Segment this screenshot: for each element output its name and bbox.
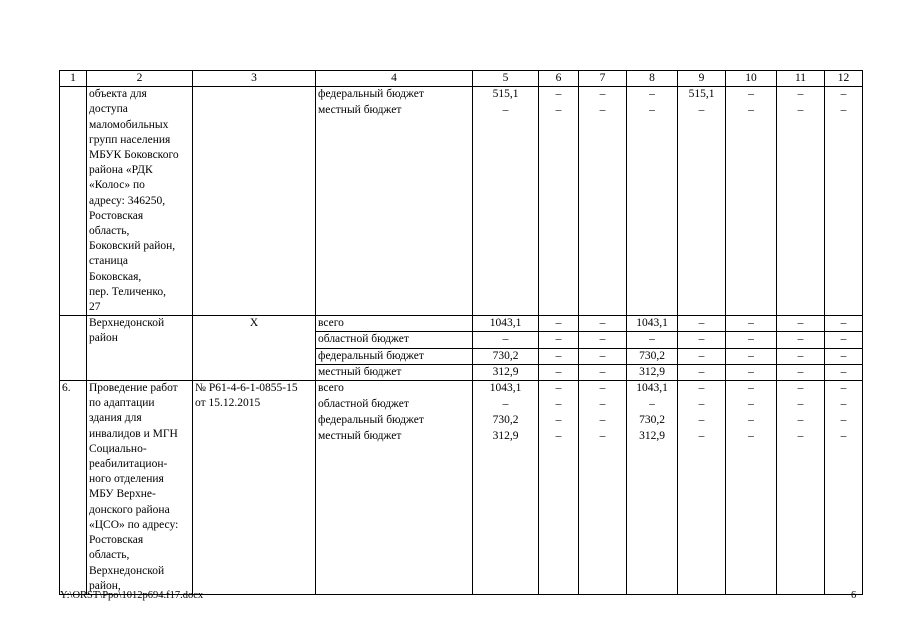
header-cell: 12: [825, 71, 863, 87]
text-line: МБУК Боковского: [89, 149, 179, 162]
value-cell-c10: –: [726, 397, 777, 413]
value-cell-c11: –: [777, 364, 825, 380]
table-row: [60, 87, 863, 103]
value-cell-c11: –: [777, 87, 825, 103]
value-cell-c11: –: [777, 316, 825, 332]
value-cell-c5: –: [473, 332, 539, 348]
funding-source-cell: местный бюджет: [316, 364, 473, 380]
value-cell-c6: –: [539, 103, 579, 316]
value-cell-c6: –: [539, 87, 579, 103]
text-line: «ЦСО» по адресу:: [89, 518, 179, 531]
value-cell-c5: 730,2: [473, 413, 539, 429]
text-line: реабилитацион-: [89, 458, 168, 471]
value-cell-c12: –: [825, 429, 863, 594]
value-cell-c7: –: [579, 364, 627, 380]
document-cell: Х: [193, 316, 316, 381]
item-number-cell: [60, 316, 87, 381]
value-cell-c9: –: [678, 397, 726, 413]
value-cell-c12: –: [825, 397, 863, 413]
header-cell: 9: [678, 71, 726, 87]
text-line: «Колос» по: [89, 179, 145, 192]
value-cell-c11: –: [777, 429, 825, 594]
value-cell-c12: –: [825, 87, 863, 103]
value-cell-c9: –: [678, 429, 726, 594]
funding-source-cell: федеральный бюджет: [316, 87, 473, 103]
value-cell-c5: –: [473, 397, 539, 413]
value-cell-c7: –: [579, 381, 627, 398]
value-cell-c5: 312,9: [473, 364, 539, 380]
value-cell-c10: –: [726, 381, 777, 398]
header-cell: 2: [87, 71, 193, 87]
value-cell-c7: –: [579, 429, 627, 594]
text-line: от 15.12.2015: [195, 397, 261, 410]
value-cell-c5: –: [473, 103, 539, 316]
value-cell-c8: 730,2: [627, 348, 678, 364]
value-cell-c11: –: [777, 381, 825, 398]
value-cell-c12: –: [825, 316, 863, 332]
text-line: инвалидов и МГН: [89, 427, 178, 440]
header-cell: 4: [316, 71, 473, 87]
value-cell-c8: –: [627, 87, 678, 103]
funding-source-cell: федеральный бюджет: [316, 348, 473, 364]
value-cell-c5: 1043,1: [473, 316, 539, 332]
value-cell-c12: –: [825, 413, 863, 429]
value-cell-c5: 1043,1: [473, 381, 539, 398]
object-name-cell: [87, 316, 193, 381]
text-line: область,: [89, 225, 130, 238]
value-cell-c7: –: [579, 103, 627, 316]
value-cell-c10: –: [726, 87, 777, 103]
text-line: Боковская,: [89, 270, 142, 283]
block-item-6: [60, 381, 863, 595]
value-cell-c8: 730,2: [627, 413, 678, 429]
value-cell-c6: –: [539, 348, 579, 364]
value-cell-c7: –: [579, 397, 627, 413]
header-cell: 10: [726, 71, 777, 87]
funding-source-cell: всего: [316, 381, 473, 398]
value-cell-c12: –: [825, 332, 863, 348]
document-cell: [193, 381, 316, 595]
funding-source-cell: федеральный бюджет: [316, 413, 473, 429]
text-line: групп населения: [89, 133, 171, 146]
value-cell-c8: 1043,1: [627, 381, 678, 398]
document-cell: [193, 87, 316, 316]
value-cell-c10: –: [726, 429, 777, 594]
value-cell-c11: –: [777, 397, 825, 413]
text-line: района «РДК: [89, 164, 153, 177]
value-cell-c11: –: [777, 348, 825, 364]
financing-table: [59, 70, 863, 595]
text-line: район,: [89, 579, 121, 592]
text-line: по адаптации: [89, 397, 155, 410]
value-cell-c9: –: [678, 316, 726, 332]
text-line: Социально-: [89, 442, 147, 455]
text-line: доступа: [89, 103, 128, 116]
header-cell: 3: [193, 71, 316, 87]
value-cell-c7: –: [579, 332, 627, 348]
value-cell-c8: –: [627, 103, 678, 316]
text-line: район: [89, 332, 118, 345]
value-cell-c9: –: [678, 364, 726, 380]
text-line: здания для: [89, 412, 142, 425]
text-line: № Р61-4-6-1-0855-15: [195, 382, 298, 395]
item-number-cell: 6.: [60, 381, 87, 595]
header-cell: 6: [539, 71, 579, 87]
text-line: МБУ Верхне-: [89, 488, 156, 501]
value-cell-c6: –: [539, 413, 579, 429]
text-line: область,: [89, 549, 130, 562]
funding-source-cell: областной бюджет: [316, 397, 473, 413]
funding-source-cell: областной бюджет: [316, 332, 473, 348]
text-line: Верхнедонской: [89, 317, 165, 330]
value-cell-c6: –: [539, 364, 579, 380]
value-cell-c7: –: [579, 87, 627, 103]
block-rdk-kolos: [60, 87, 863, 316]
value-cell-c7: –: [579, 348, 627, 364]
value-cell-c8: 312,9: [627, 364, 678, 380]
value-cell-c7: –: [579, 413, 627, 429]
value-cell-c6: –: [539, 316, 579, 332]
value-cell-c10: –: [726, 364, 777, 380]
value-cell-c11: –: [777, 413, 825, 429]
value-cell-c8: 312,9: [627, 429, 678, 594]
object-name-cell: [87, 87, 193, 316]
value-cell-c8: 1043,1: [627, 316, 678, 332]
value-cell-c10: –: [726, 348, 777, 364]
header-cell: 7: [579, 71, 627, 87]
value-cell-c9: –: [678, 332, 726, 348]
value-cell-c11: –: [777, 103, 825, 316]
value-cell-c5: 312,9: [473, 429, 539, 594]
item-number-cell: [60, 87, 87, 316]
value-cell-c6: –: [539, 397, 579, 413]
table-row: [60, 316, 863, 332]
footer-file-path: Y:\ORST\Ppo\1012p694.f17.docx: [60, 590, 204, 601]
value-cell-c8: –: [627, 332, 678, 348]
text-line: Ростовская: [89, 534, 144, 547]
text-line: пер. Теличенко,: [89, 285, 167, 298]
funding-source-cell: местный бюджет: [316, 103, 473, 316]
text-line: 27: [89, 301, 101, 314]
value-cell-c9: –: [678, 413, 726, 429]
text-line: ного отделения: [89, 473, 164, 486]
header-cell: 11: [777, 71, 825, 87]
value-cell-c12: –: [825, 103, 863, 316]
header-cell: 1: [60, 71, 87, 87]
value-cell-c9: –: [678, 103, 726, 316]
value-cell-c11: –: [777, 332, 825, 348]
funding-source-cell: всего: [316, 316, 473, 332]
value-cell-c5: 515,1: [473, 87, 539, 103]
value-cell-c12: –: [825, 364, 863, 380]
text-line: Проведение работ: [89, 382, 178, 395]
value-cell-c10: –: [726, 316, 777, 332]
text-line: Боковский район,: [89, 240, 176, 253]
text-line: объекта для: [89, 88, 147, 101]
value-cell-c12: –: [825, 381, 863, 398]
text-line: маломобильных: [89, 118, 169, 131]
value-cell-c9: –: [678, 348, 726, 364]
text-line: адресу: 346250,: [89, 194, 166, 207]
object-name-cell: [87, 381, 193, 595]
block-verkhnedonskoy-district: [60, 316, 863, 381]
value-cell-c8: –: [627, 397, 678, 413]
value-cell-c9: –: [678, 381, 726, 398]
header-cell: 5: [473, 71, 539, 87]
table-row: [60, 381, 863, 398]
text-line: Ростовская: [89, 209, 144, 222]
text-line: Верхнедонской: [89, 564, 165, 577]
value-cell-c9: 515,1: [678, 87, 726, 103]
header-cell: 8: [627, 71, 678, 87]
text-line: донского района: [89, 503, 170, 516]
text-line: станица: [89, 255, 128, 268]
header-row: [60, 71, 863, 87]
value-cell-c10: –: [726, 413, 777, 429]
value-cell-c10: –: [726, 103, 777, 316]
value-cell-c6: –: [539, 381, 579, 398]
value-cell-c6: –: [539, 332, 579, 348]
footer-page-number: 6: [851, 590, 857, 601]
value-cell-c12: –: [825, 348, 863, 364]
value-cell-c10: –: [726, 332, 777, 348]
funding-source-cell: местный бюджет: [316, 429, 473, 594]
value-cell-c7: –: [579, 316, 627, 332]
value-cell-c6: –: [539, 429, 579, 594]
value-cell-c5: 730,2: [473, 348, 539, 364]
